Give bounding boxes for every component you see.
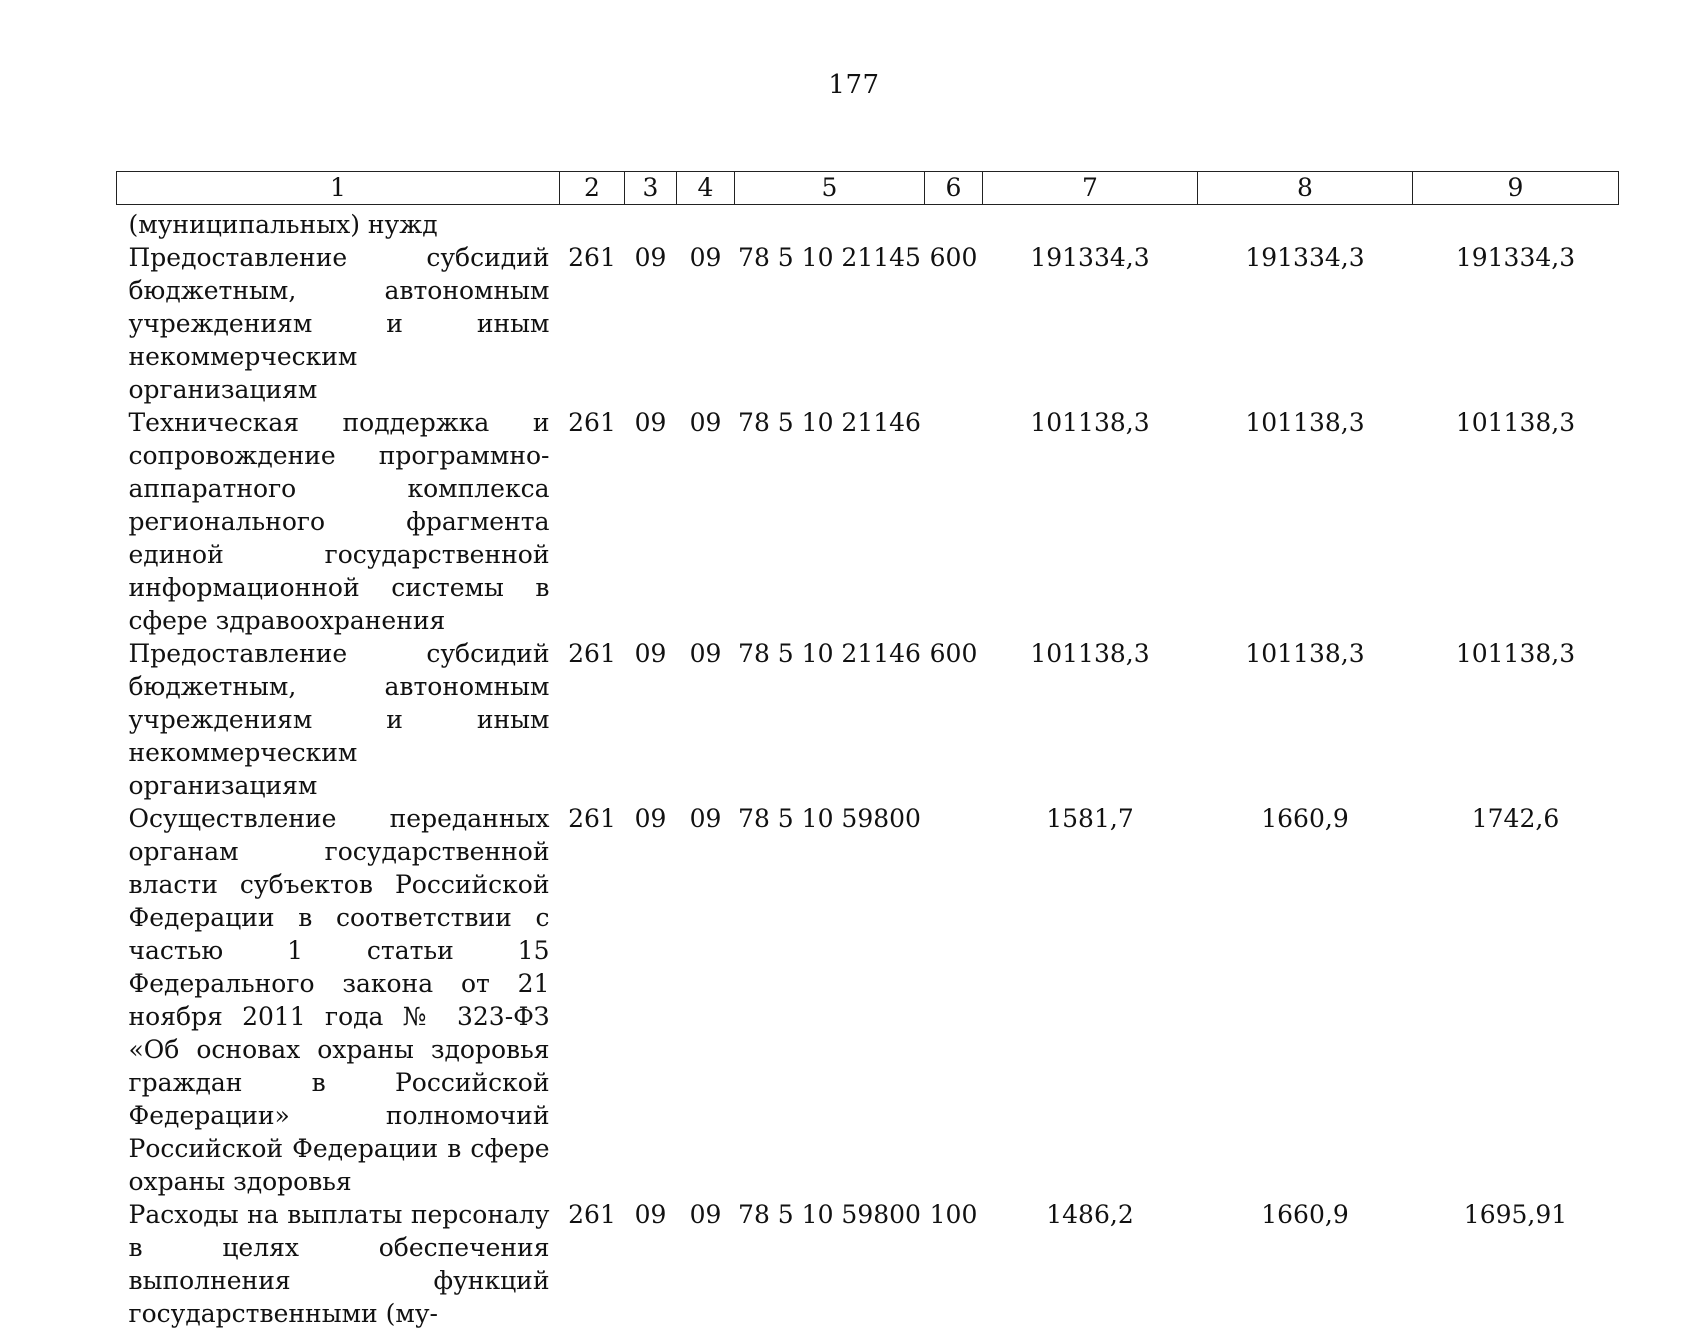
cell-amount-col8 (1198, 205, 1413, 242)
row-description: Предоставление субсидий бюджетным, автономным учреждениям и иным некоммерческим организациям (117, 241, 560, 406)
cell-section-code: 09 (625, 241, 677, 406)
cell-amount-col7: 101138,3 (983, 406, 1198, 637)
table-body (117, 205, 1619, 1330)
cell-subsection-code: 09 (677, 637, 735, 802)
cell-section-code: 09 (625, 637, 677, 802)
cell-expense-type (925, 802, 983, 1198)
row-description: Техническая поддержка и сопровождение программно-аппаратного комплекса регионального фрагмента единой государственной информационной системы в сфере здравоохранения (117, 406, 560, 637)
column-header-4: 4 (677, 172, 735, 205)
cell-expense-type (925, 406, 983, 637)
cell-subsection-code: 09 (677, 802, 735, 1198)
budget-table (116, 171, 1619, 1330)
cell-section-code: 09 (625, 406, 677, 637)
cell-amount-col7 (983, 205, 1198, 242)
column-header-2: 2 (560, 172, 625, 205)
cell-amount-col7: 191334,3 (983, 241, 1198, 406)
cell-ministry-code (560, 205, 625, 242)
row-description: Расходы на выплаты персоналу в целях обеспечения выполнения функций государственными (му- (117, 1198, 560, 1330)
cell-target-article: 78 5 10 59800 (735, 1198, 925, 1330)
cell-ministry-code: 261 (560, 802, 625, 1198)
cell-amount-col8: 101138,3 (1198, 406, 1413, 637)
header-row (117, 172, 1619, 205)
table-row (117, 205, 1619, 242)
cell-amount-col7: 101138,3 (983, 637, 1198, 802)
cell-expense-type: 100 (925, 1198, 983, 1330)
cell-amount-col8: 101138,3 (1198, 637, 1413, 802)
cell-expense-type: 600 (925, 241, 983, 406)
cell-target-article: 78 5 10 59800 (735, 802, 925, 1198)
table-row (117, 241, 1619, 406)
column-header-1: 1 (117, 172, 560, 205)
cell-section-code: 09 (625, 1198, 677, 1330)
cell-amount-col8: 1660,9 (1198, 1198, 1413, 1330)
column-header-6: 6 (925, 172, 983, 205)
row-description: (муниципальных) нужд (117, 205, 560, 242)
cell-subsection-code: 09 (677, 406, 735, 637)
column-header-5: 5 (735, 172, 925, 205)
cell-ministry-code: 261 (560, 241, 625, 406)
cell-amount-col9: 1742,6 (1413, 802, 1619, 1198)
cell-ministry-code: 261 (560, 406, 625, 637)
cell-amount-col9: 191334,3 (1413, 241, 1619, 406)
cell-amount-col9 (1413, 205, 1619, 242)
table-row (117, 406, 1619, 637)
cell-subsection-code: 09 (677, 1198, 735, 1330)
cell-ministry-code: 261 (560, 1198, 625, 1330)
cell-expense-type (925, 205, 983, 242)
cell-amount-col7: 1486,2 (983, 1198, 1198, 1330)
cell-target-article: 78 5 10 21146 (735, 406, 925, 637)
cell-subsection-code: 09 (677, 241, 735, 406)
row-description: Предоставление субсидий бюджетным, автономным учреждениям и иным некоммерческим организациям (117, 637, 560, 802)
column-header-3: 3 (625, 172, 677, 205)
cell-amount-col8: 191334,3 (1198, 241, 1413, 406)
cell-target-article: 78 5 10 21145 (735, 241, 925, 406)
cell-expense-type: 600 (925, 637, 983, 802)
table-row (117, 637, 1619, 802)
column-header-9: 9 (1413, 172, 1619, 205)
cell-section-code: 09 (625, 802, 677, 1198)
cell-section-code (625, 205, 677, 242)
cell-target-article (735, 205, 925, 242)
column-header-7: 7 (983, 172, 1198, 205)
cell-amount-col9: 1695,91 (1413, 1198, 1619, 1330)
table-row (117, 802, 1619, 1198)
row-description: Осуществление переданных органам государственной власти субъектов Российской Федерации в соответствии с частью 1 статьи 15 Федерального закона от 21 ноября 2011 года № 323-ФЗ «Об основах охраны здоровья граждан в Российской Федерации» полномочий Российской Федерации в сфере охраны здоровья (117, 802, 560, 1198)
table-row (117, 1198, 1619, 1330)
cell-subsection-code (677, 205, 735, 242)
column-header-8: 8 (1198, 172, 1413, 205)
cell-target-article: 78 5 10 21146 (735, 637, 925, 802)
page-number: 177 (0, 70, 1708, 100)
cell-ministry-code: 261 (560, 637, 625, 802)
cell-amount-col9: 101138,3 (1413, 637, 1619, 802)
table-header (117, 172, 1619, 205)
cell-amount-col9: 101138,3 (1413, 406, 1619, 637)
cell-amount-col7: 1581,7 (983, 802, 1198, 1198)
cell-amount-col8: 1660,9 (1198, 802, 1413, 1198)
